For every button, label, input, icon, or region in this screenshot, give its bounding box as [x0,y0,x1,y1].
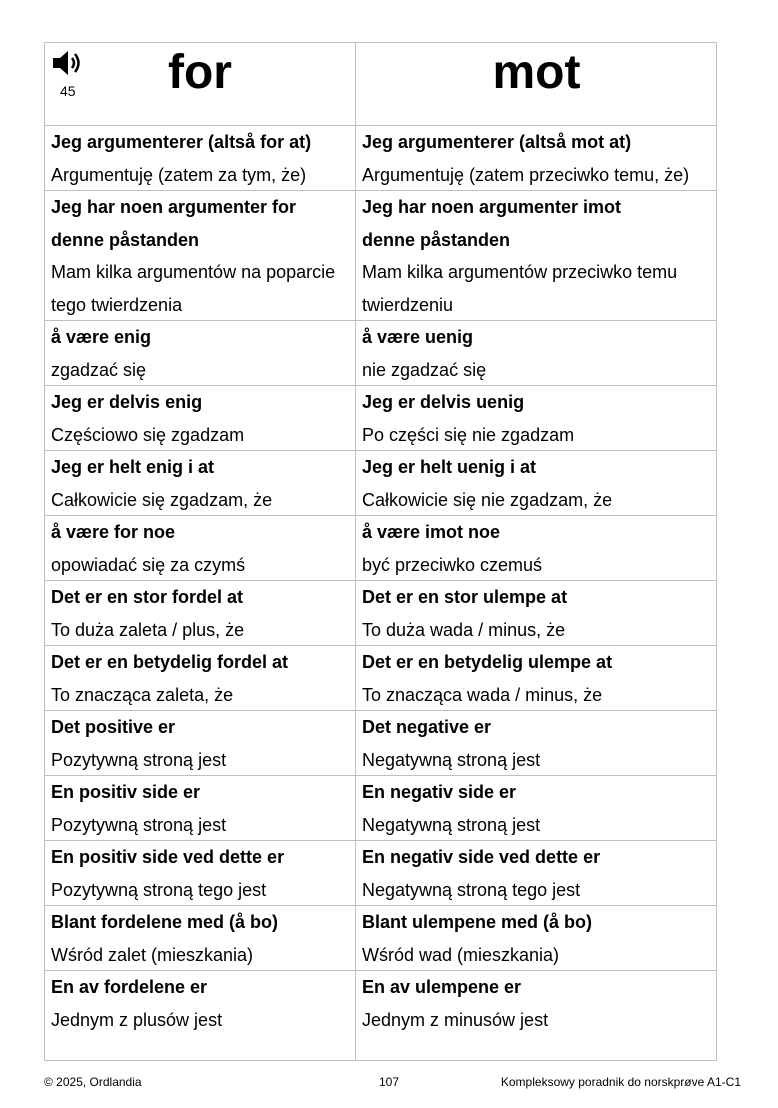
table-row [45,646,716,711]
norwegian-phrase: En av fordelene er [51,977,208,997]
cell-mot [356,126,717,190]
norwegian-phrase: å være enig [51,327,152,347]
cell-for [45,451,355,515]
norwegian-phrase: Jeg er helt uenig i at [362,457,537,477]
norwegian-phrase: Det er en stor fordel at [51,587,244,607]
table-row [45,776,716,841]
norwegian-phrase: En av ulempene er [362,977,522,997]
norwegian-phrase: Blant fordelene med (å bo) [51,912,279,932]
cell-mot [356,906,717,970]
norwegian-phrase: En positiv side ved dette er [51,847,285,867]
norwegian-phrase: å være for noe [51,522,176,542]
norwegian-phrase: Jeg er helt enig i at [51,457,215,477]
polish-translation: Pozytywną stroną jest [51,749,227,770]
footer-page-number: 107 [378,1075,400,1089]
polish-translation: To znacząca zaleta, że [51,684,234,705]
cell-mot [356,386,717,450]
cell-mot [356,191,717,320]
polish-translation: Negatywną stroną jest [362,749,541,770]
header-cell-for [45,43,355,126]
column-divider [355,43,356,1060]
polish-translation: To znacząca wada / minus, że [362,684,603,705]
table-row [45,451,716,516]
norwegian-phrase: Det positive er [51,717,176,737]
cell-mot [356,321,717,385]
polish-translation: To duża wada / minus, że [362,619,566,640]
audio-track-number: 45 [60,83,76,99]
polish-translation: być przeciwko czemuś [362,554,543,575]
norwegian-phrase: Det negative er [362,717,492,737]
cell-for [45,386,355,450]
cell-mot [356,451,717,515]
table-row [45,581,716,646]
column-title-mot: mot [492,46,581,99]
polish-translation: Mam kilka argumentów na poparcie [51,262,336,282]
polish-translation: Argumentuję (zatem przeciwko temu, że) [362,164,690,185]
norwegian-phrase: denne påstanden [362,229,511,250]
cell-for [45,126,355,190]
cell-mot [356,971,717,1060]
polish-translation: tego twierdzenia [51,294,183,315]
cell-for [45,581,355,645]
norwegian-phrase: Jeg har noen argumenter for [51,197,297,217]
norwegian-phrase: Det er en betydelig ulempe at [362,652,613,672]
cell-mot [356,841,717,905]
cell-mot [356,646,717,710]
cell-for [45,776,355,840]
cell-for [45,191,355,320]
footer-copyright: © 2025, Ordlandia [44,1075,142,1089]
polish-translation: Pozytywną stroną tego jest [51,879,267,900]
polish-translation: Całkowicie się zgadzam, że [51,489,273,510]
table-header [45,43,716,126]
cell-mot [356,516,717,580]
norwegian-phrase: Jeg argumenterer (altså mot at) [362,132,632,152]
polish-translation: Częściowo się zgadzam [51,424,245,445]
cell-for [45,321,355,385]
polish-translation: Wśród zalet (mieszkania) [51,944,254,965]
cell-mot [356,776,717,840]
norwegian-phrase: å være imot noe [362,522,501,542]
norwegian-phrase: Jeg er delvis enig [51,392,203,412]
polish-translation: Całkowicie się nie zgadzam, że [362,489,613,510]
cell-mot [356,581,717,645]
polish-translation: twierdzeniu [362,294,454,315]
cell-for [45,841,355,905]
norwegian-phrase: denne påstanden [51,229,200,250]
norwegian-phrase: Det er en stor ulempe at [362,587,568,607]
norwegian-phrase: å være uenig [362,327,474,347]
polish-translation: Wśród wad (mieszkania) [362,944,560,965]
polish-translation: nie zgadzać się [362,359,487,380]
table-row [45,321,716,386]
cell-for [45,711,355,775]
polish-translation: opowiadać się za czymś [51,554,246,575]
cell-mot [356,711,717,775]
norwegian-phrase: Jeg har noen argumenter imot [362,197,622,217]
polish-translation: Po części się nie zgadzam [362,424,575,445]
header-cell-mot [356,43,717,126]
norwegian-phrase: Jeg argumenterer (altså for at) [51,132,312,152]
table-row [45,386,716,451]
table-row [45,971,716,1060]
norwegian-phrase: En positiv side er [51,782,201,802]
norwegian-phrase: En negativ side er [362,782,517,802]
polish-translation: Argumentuję (zatem za tym, że) [51,164,307,185]
column-title-for: for [168,46,232,99]
cell-for [45,516,355,580]
norwegian-phrase: Jeg er delvis uenig [362,392,525,412]
table-row [45,906,716,971]
table-row [45,711,716,776]
table-row [45,191,716,321]
polish-translation: zgadzać się [51,359,147,380]
norwegian-phrase: Blant ulempene med (å bo) [362,912,593,932]
polish-translation: Jednym z plusów jest [51,1009,223,1030]
norwegian-phrase: En negativ side ved dette er [362,847,601,867]
norwegian-phrase: Det er en betydelig fordel at [51,652,289,672]
table-row [45,516,716,581]
polish-translation: Mam kilka argumentów przeciwko temu [362,262,678,282]
polish-translation: Negatywną stroną jest [362,814,541,835]
table-row [45,841,716,906]
cell-for [45,646,355,710]
polish-translation: Pozytywną stroną jest [51,814,227,835]
polish-translation: To duża zaleta / plus, że [51,619,245,640]
phrase-table [44,42,717,1061]
cell-for [45,971,355,1060]
polish-translation: Negatywną stroną tego jest [362,879,581,900]
polish-translation: Jednym z minusów jest [362,1009,549,1030]
cell-for [45,906,355,970]
footer-book-title: Kompleksowy poradnik do norskprøve A1-C1 [500,1075,741,1089]
table-row [45,126,716,191]
